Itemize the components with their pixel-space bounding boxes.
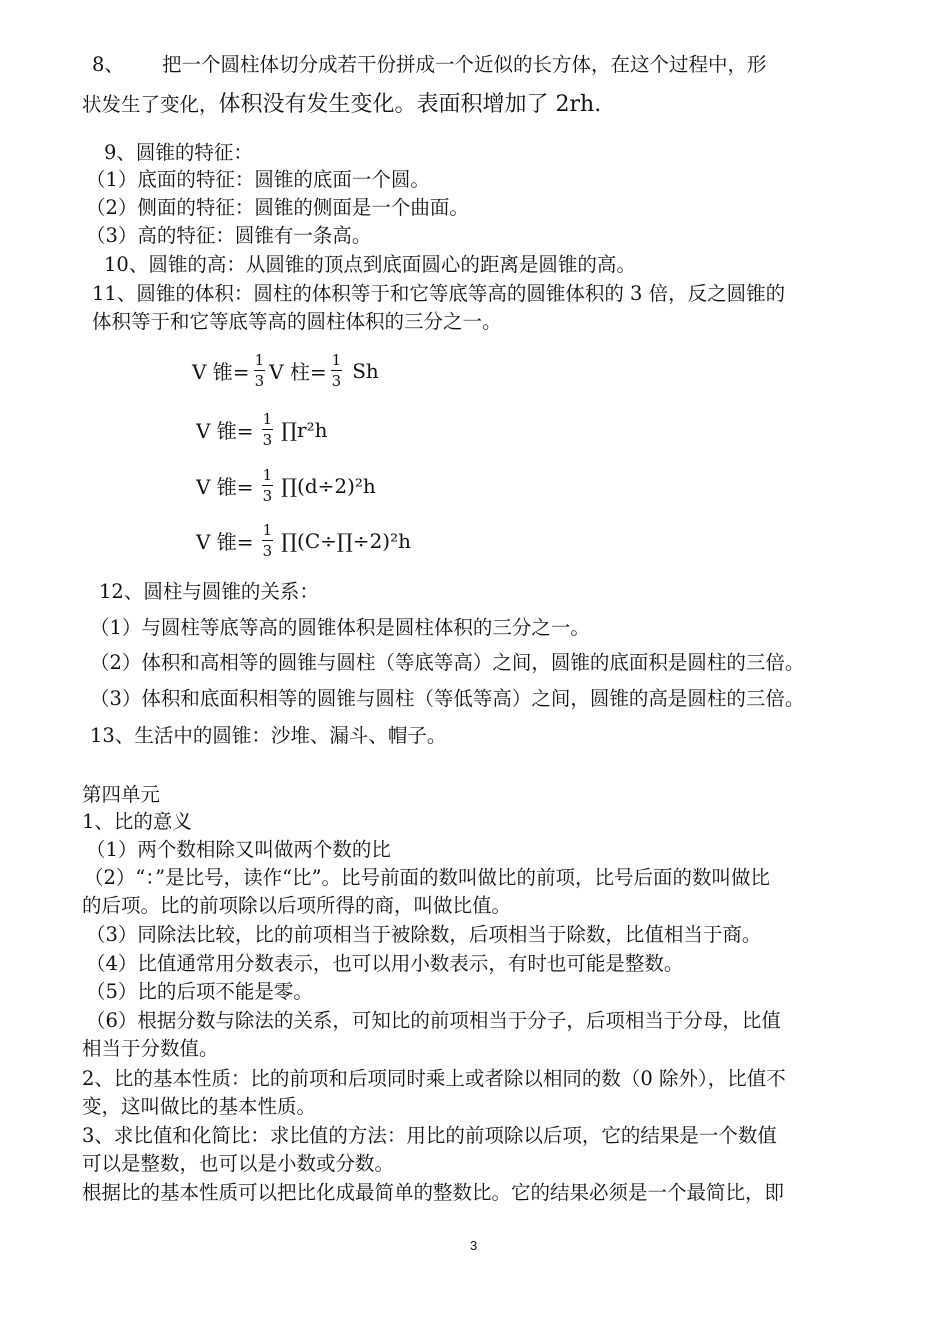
section-1-point-5: （5）比的后项不能是零。: [86, 980, 313, 1003]
formula-cone-volume-2: [196, 410, 328, 449]
section-1-point-6-line2: 相当于分数值。: [82, 1037, 219, 1060]
item-8-line1: 把一个圆柱体切分成若干份拼成一个近似的长方体，在这个过程中，形: [162, 53, 767, 76]
item-11-line2: 体积等于和它等底等高的圆柱体积的三分之一。: [92, 310, 502, 333]
item-12-point-2: （2）体积和高相等的圆锥与圆柱（等底等高）之间，圆锥的底面积是圆柱的三倍。: [90, 651, 805, 674]
formula-cone-volume-4: [196, 521, 411, 560]
section-2-line1: 2、比的基本性质：比的前项和后项同时乘上或者除以相同的数（0 除外），比值不: [82, 1067, 786, 1090]
fraction-one-third: [262, 466, 274, 505]
formula-4-lhs: V 锥=: [196, 530, 254, 554]
formula-2-rhs: ∏r²h: [281, 417, 328, 442]
fraction-one-third: [254, 351, 266, 390]
section-3-line3: 根据比的基本性质可以把比化成最简单的整数比。它的结果必须是一个最简比，即: [82, 1181, 785, 1204]
item-9-point-3: （3）高的特征：圆锥有一条高。: [86, 224, 372, 247]
section-1-point-3: （3）同除法比较，比的前项相当于被除数，后项相当于除数，比值相当于商。: [86, 923, 762, 946]
item-9-title: 9、圆锥的特征：: [104, 141, 253, 164]
fraction-denominator: 3: [262, 431, 273, 449]
item-9-point-2: （2）侧面的特征：圆锥的侧面是一个曲面。: [86, 196, 469, 219]
section-2-line2: 变，这叫做比的基本性质。: [82, 1095, 317, 1118]
item-13: 13、生活中的圆锥：沙堆、漏斗、帽子。: [90, 724, 447, 747]
section-3-line1: 3、求比值和化简比：求比值的方法：用比的前项除以后项，它的结果是一个数值: [82, 1124, 777, 1147]
fraction-numerator: 1: [262, 410, 273, 428]
unit-4-heading: 第四单元: [82, 783, 161, 806]
page-number: 3: [470, 1238, 478, 1253]
item-8-line2: [82, 92, 601, 118]
formula-2-lhs: V 锥=: [196, 419, 254, 443]
formula-cone-volume-1: [192, 351, 379, 390]
formula-4-rhs: ∏(C÷∏÷2)²h: [281, 528, 411, 553]
item-12-point-1: （1）与圆柱等底等高的圆锥体积是圆柱体积的三分之一。: [90, 616, 590, 639]
formula-1-mid: V 柱=: [269, 360, 327, 384]
fraction-numerator: 1: [262, 466, 273, 484]
section-1-point-2-line1: （2）“：”是比号，读作“比”。比号前面的数叫做比的前项，比号后面的数叫做比: [84, 866, 771, 889]
fraction-denominator: 3: [262, 542, 273, 560]
section-3-line2: 可以是整数，也可以是小数或分数。: [82, 1152, 395, 1175]
fraction-one-third: [262, 521, 274, 560]
fraction-numerator: 1: [331, 351, 342, 369]
formula-3-lhs: V 锥=: [196, 475, 254, 499]
item-12-title: 12、圆柱与圆锥的关系：: [99, 580, 319, 603]
section-1-point-2-line2: 的后项。比的前项除以后项所得的商，叫做比值。: [82, 894, 512, 917]
formula-1-lhs: V 锥=: [192, 360, 250, 384]
section-1-point-4: （4）比值通常用分数表示，也可以用小数表示，有时也可能是整数。: [86, 952, 684, 975]
fraction-denominator: 3: [331, 372, 342, 390]
item-10: 10、圆锥的高：从圆锥的顶点到底面圆心的距离是圆锥的高。: [104, 253, 636, 276]
item-12-point-3: （3）体积和底面积相等的圆锥与圆柱（等低等高）之间，圆锥的高是圆柱的三倍。: [90, 687, 805, 710]
fraction-one-third: [262, 410, 274, 449]
fraction-numerator: 1: [262, 521, 273, 539]
section-1-point-1: （1）两个数相除又叫做两个数的比: [86, 838, 391, 861]
item-8-line2-part2: 体积没有发生变化。表面积增加了 2rh.: [218, 92, 602, 117]
item-8-line2-part1: 状发生了变化，: [82, 93, 219, 116]
section-1-title: 1、比的意义: [82, 810, 192, 833]
item-8-number: 8、: [92, 53, 124, 76]
fraction-one-third: [331, 351, 343, 390]
fraction-denominator: 3: [254, 372, 265, 390]
formula-3-rhs: ∏(d÷2)²h: [281, 473, 376, 498]
section-1-point-6-line1: （6）根据分数与除法的关系，可知比的前项相当于分子，后项相当于分母，比值: [86, 1009, 781, 1032]
fraction-numerator: 1: [254, 351, 265, 369]
item-9-point-1: （1）底面的特征：圆锥的底面一个圆。: [86, 168, 430, 191]
formula-cone-volume-3: [196, 466, 376, 505]
formula-1-rhs: Sh: [352, 358, 379, 383]
fraction-denominator: 3: [262, 487, 273, 505]
item-11-line1: 11、圆锥的体积：圆柱的体积等于和它等底等高的圆锥体积的 3 倍，反之圆锥的: [92, 282, 786, 305]
